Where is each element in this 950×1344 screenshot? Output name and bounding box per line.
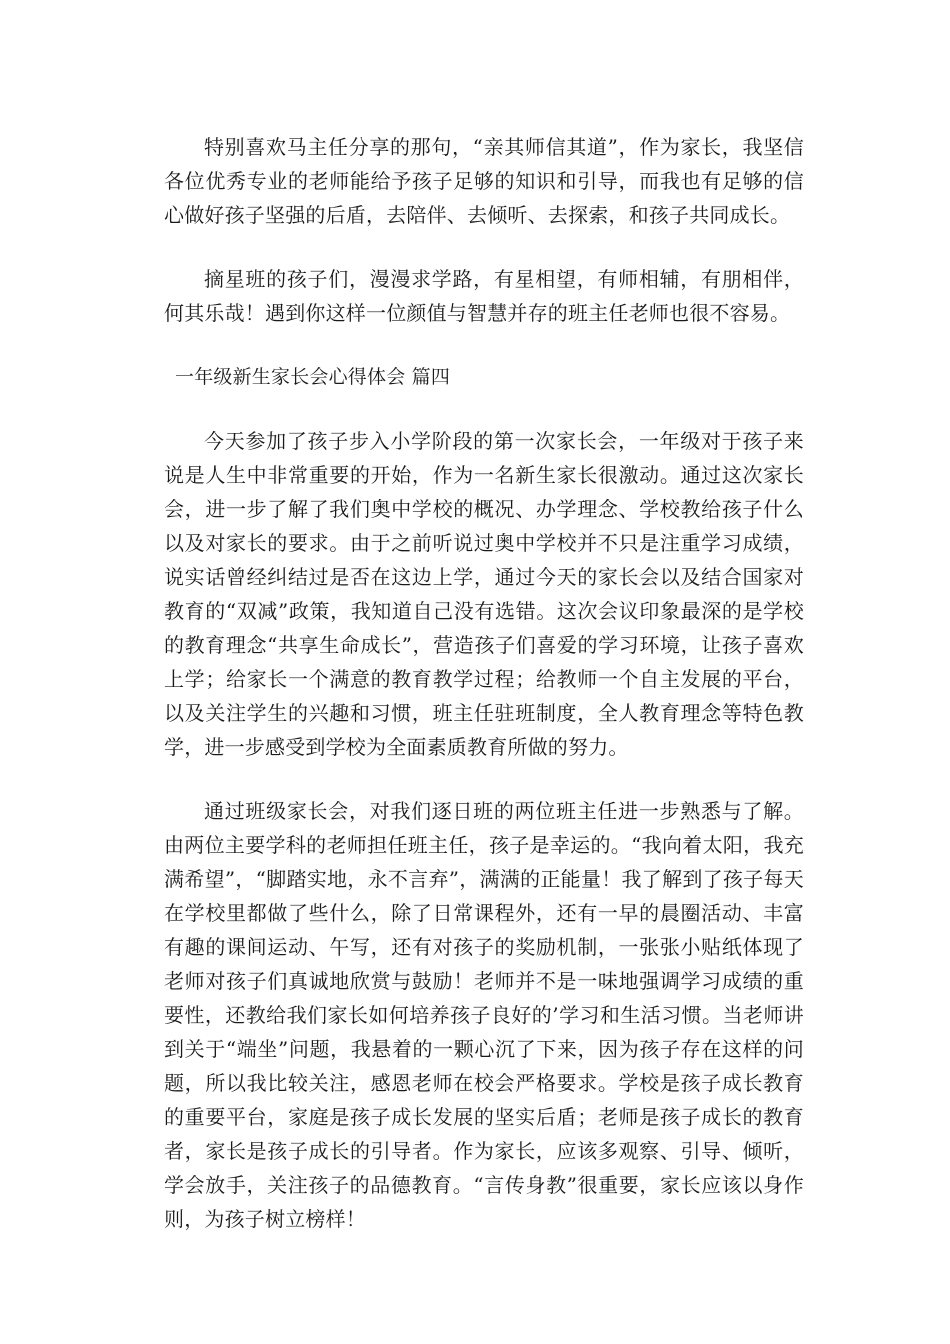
paragraph-spacer (164, 330, 804, 360)
paragraph-spacer (164, 394, 804, 424)
paragraph-spacer (164, 764, 804, 794)
paragraph-first-meeting: 今天参加了孩子步入小学阶段的第一次家长会，一年级对于孩子来说是人生中非常重要的开始，作为一名新生家长很激动。通过这次家长会，进一步了解了我们奥中学校的概况、办学理念、学校教给孩子什么以及对家长的要求。由于之前听说过奥中学校并不只是注重学习成绩，说实话曾经纠结过是否在这边上学，通过今天的家长会以及结合国家对教育的“双减”政策，我知道自己没有选错。这次会议印象最深的是学校的教育理念“共享生命成长”，营造孩子们喜爱的学习环境，让孩子喜欢上学；给家长一个满意的教育教学过程；给教师一个自主发展的平台，以及关注学生的兴趣和习惯，班主任驻班制度，全人教育理念等特色教学，进一步感受到学校为全面素质教育所做的努力。 (164, 429, 804, 759)
section-heading: 一年级新生家长会心得体会 篇四 (175, 366, 451, 388)
paragraph-star-class: 摘星班的孩子们，漫漫求学路，有星相望，有师相辅，有朋相伴，何其乐哉！遇到你这样一位颜值与智慧并存的班主任老师也很不容易。 (164, 267, 804, 325)
paragraph-spacer (164, 232, 804, 262)
paragraph-class-meeting: 通过班级家长会，对我们逐日班的两位班主任进一步熟悉与了解。由两位主要学科的老师担任班主任，孩子是幸运的。“我向着太阳，我充满希望”，“脚踏实地，永不言弃”，满满的正能量！我了解到了孩子每天在学校里都做了些什么，除了日常课程外，还有一早的晨圈活动、丰富有趣的课间运动、午写，还有对孩子的奖励机制，一张张小贴纸体现了老师对孩子们真诚地欣赏与鼓励！老师并不是一味地强调学习成绩的重要性，还教给我们家长如何培养孩子良好的’学习和生活习惯。当老师讲到关于“端坐”问题，我悬着的一颗心沉了下来，因为孩子存在这样的问题，所以我比较关注，感恩老师在校会严格要求。学校是孩子成长教育的重要平台，家庭是孩子成长发展的坚实后盾；老师是孩子成长的教育者，家长是孩子成长的引导者。作为家长，应该多观察、引导、倾听，学会放手，关注孩子的品德教育。“言传身教”很重要，家长应该以身作则，为孩子树立榜样！ (164, 799, 804, 1231)
paragraph-mentor-quote: 特别喜欢马主任分享的那句，“亲其师信其道”，作为家长，我坚信各位优秀专业的老师能给予孩子足够的知识和引导，而我也有足够的信心做好孩子坚强的后盾，去陪伴、去倾听、去探索，和孩子共同成长。 (164, 135, 804, 227)
document-body (164, 130, 804, 1236)
